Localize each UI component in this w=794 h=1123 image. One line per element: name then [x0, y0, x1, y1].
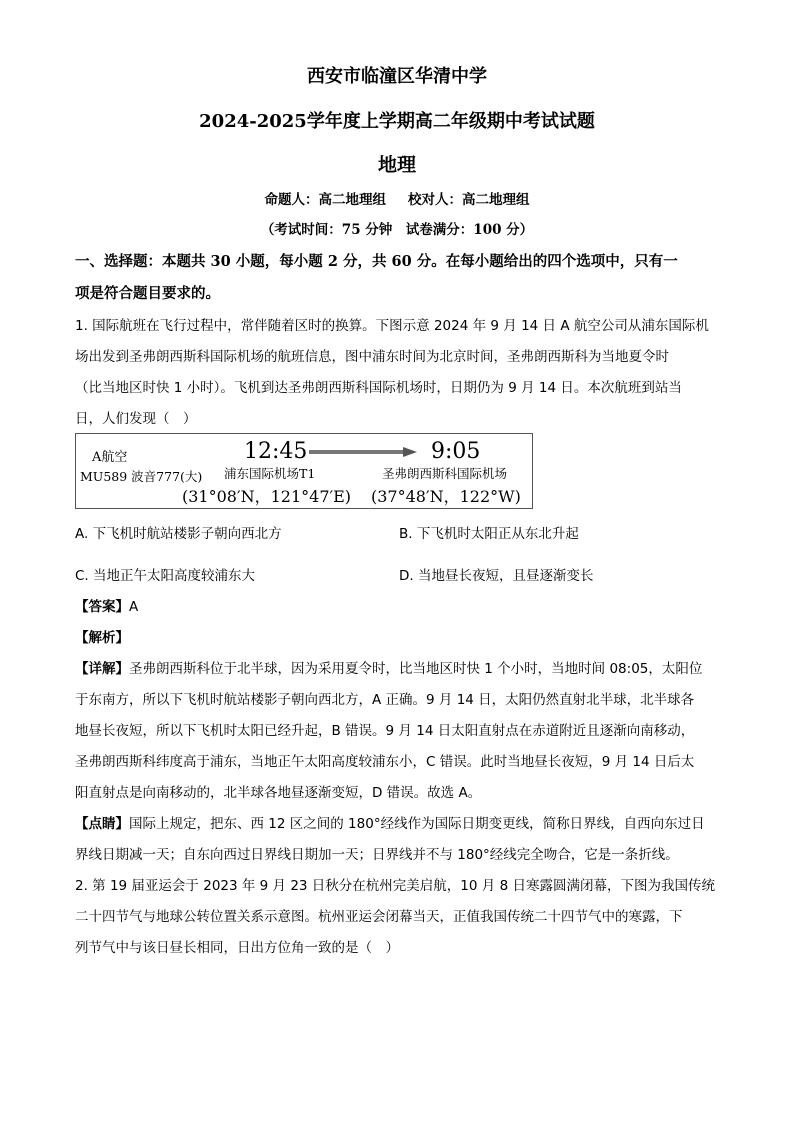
setter: 命题人：高二地理组	[264, 192, 386, 208]
subject-title: 地理	[377, 154, 416, 176]
note-tag: 【点睛】	[75, 816, 129, 832]
q2-stem-line: 二十四节气与地球公转位置关系示意图。杭州亚运会闭幕当天，正值我国传统二十四节气中的寒露，下	[75, 909, 683, 925]
q1-option-b: B. 下飞机时太阳正从东北升起	[399, 526, 579, 542]
flight-info-figure	[75, 433, 533, 509]
q2-stem-line: 列节气中与该日昼长相同，日出方位角一致的是（ ）	[75, 940, 399, 956]
checker: 校对人：高二地理组	[408, 192, 530, 208]
q1-option-c: C. 当地正午太阳高度较浦东大	[75, 568, 256, 584]
q1-stem-line: 1. 国际航班在飞行过程中，常伴随着区时的换算。下图示意 2024 年 9 月 14 日 A 航空公司从浦东国际机	[75, 318, 709, 334]
detail-line	[75, 657, 725, 677]
flight-arrow-icon	[309, 447, 417, 457]
q1-option-a: A. 下飞机时航站楼影子朝向西北方	[75, 526, 282, 542]
analysis-tag	[75, 626, 725, 646]
arrival-coordinates: (37°48′N，122°W)	[371, 487, 521, 506]
q1-stem-line: （比当地区时快 1 小时）。飞机到达圣弗朗西斯科国际机场时，日期仍为 9 月 14 日。本次航班到站当	[75, 380, 682, 396]
q1-answer	[75, 595, 725, 615]
arrival-airport: 圣弗朗西斯科国际机场	[382, 466, 508, 481]
q2-stem-line: 2. 第 19 届亚运会于 2023 年 9 月 23 日秋分在杭州完美启航，10 月 8 日寒露圆满闭幕，下图为我国传统	[75, 878, 715, 894]
detail-line: 阳直射点是向南移动的，北半球各地昼逐渐变短，D 错误。故选 A。	[75, 785, 482, 801]
departure-coordinates: (31°08′N，121°47′E)	[182, 487, 352, 506]
answer-value: A	[129, 599, 139, 615]
school-name: 西安市临潼区华清中学	[307, 66, 487, 87]
q1-stem-line: 日，人们发现（ ）	[75, 411, 197, 427]
q1-option-d: D. 当地昼长夜短，且昼逐渐变长	[399, 568, 594, 584]
analysis-label: 【解析】	[75, 630, 129, 646]
answer-tag: 【答案】	[75, 599, 129, 615]
author-line	[0, 188, 794, 208]
note-text: 国际上规定，把东、西 12 区之间的 180°经线作为国际日期变更线，简称日界线，自西向东过日	[129, 816, 705, 832]
note-line: 界线日期减一天；自东向西过日界线日期加一天；日界线并不与 180°经线完全吻合，它是一条折线。	[75, 847, 679, 863]
q1-stem-line: 场出发到圣弗朗西斯科国际机场的航班信息，图中浦东时间为北京时间，圣弗朗西斯科为当地夏令时	[75, 349, 669, 365]
detail-line: 地昼长夜短，所以下飞机时太阳已经升起，B 错误。9 月 14 日太阳直射点在赤道附近且逐渐向南移动，	[75, 723, 695, 739]
arrival-time: 9:05	[431, 439, 481, 464]
detail-tag: 【详解】	[75, 661, 129, 677]
departure-airport: 浦东国际机场T1	[224, 466, 316, 481]
exam-info: （考试时间：75 分钟 试卷满分：100 分）	[260, 222, 534, 238]
section-heading-line2: 项是符合题目要求的。	[75, 285, 220, 302]
detail-line: 圣弗朗西斯科纬度高于浦东，当地正午太阳高度较浦东小，C 错误。此时当地昼长夜短，9 月 14 日后太	[75, 754, 695, 770]
airline-name: A航空	[92, 450, 128, 465]
exam-title: 2024-2025学年度上学期高二年级期中考试试题	[199, 111, 595, 132]
section-heading-line1: 一、选择题：本题共 30 小题，每小题 2 分，共 60 分。在每小题给出的四个选项中，只有一	[75, 253, 678, 270]
note-line	[75, 812, 725, 832]
detail-line: 于东南方，所以下飞机时航站楼影子朝向西北方，A 正确。9 月 14 日，太阳仍然直射北半球，北半球各	[75, 692, 695, 708]
flight-number: MU589 波音777(大)	[80, 469, 203, 484]
departure-time: 12:45	[244, 439, 308, 464]
detail-text: 圣弗朗西斯科位于北半球，因为采用夏令时，比当地区时快 1 个小时，当地时间 08:05，太阳位	[129, 661, 703, 677]
